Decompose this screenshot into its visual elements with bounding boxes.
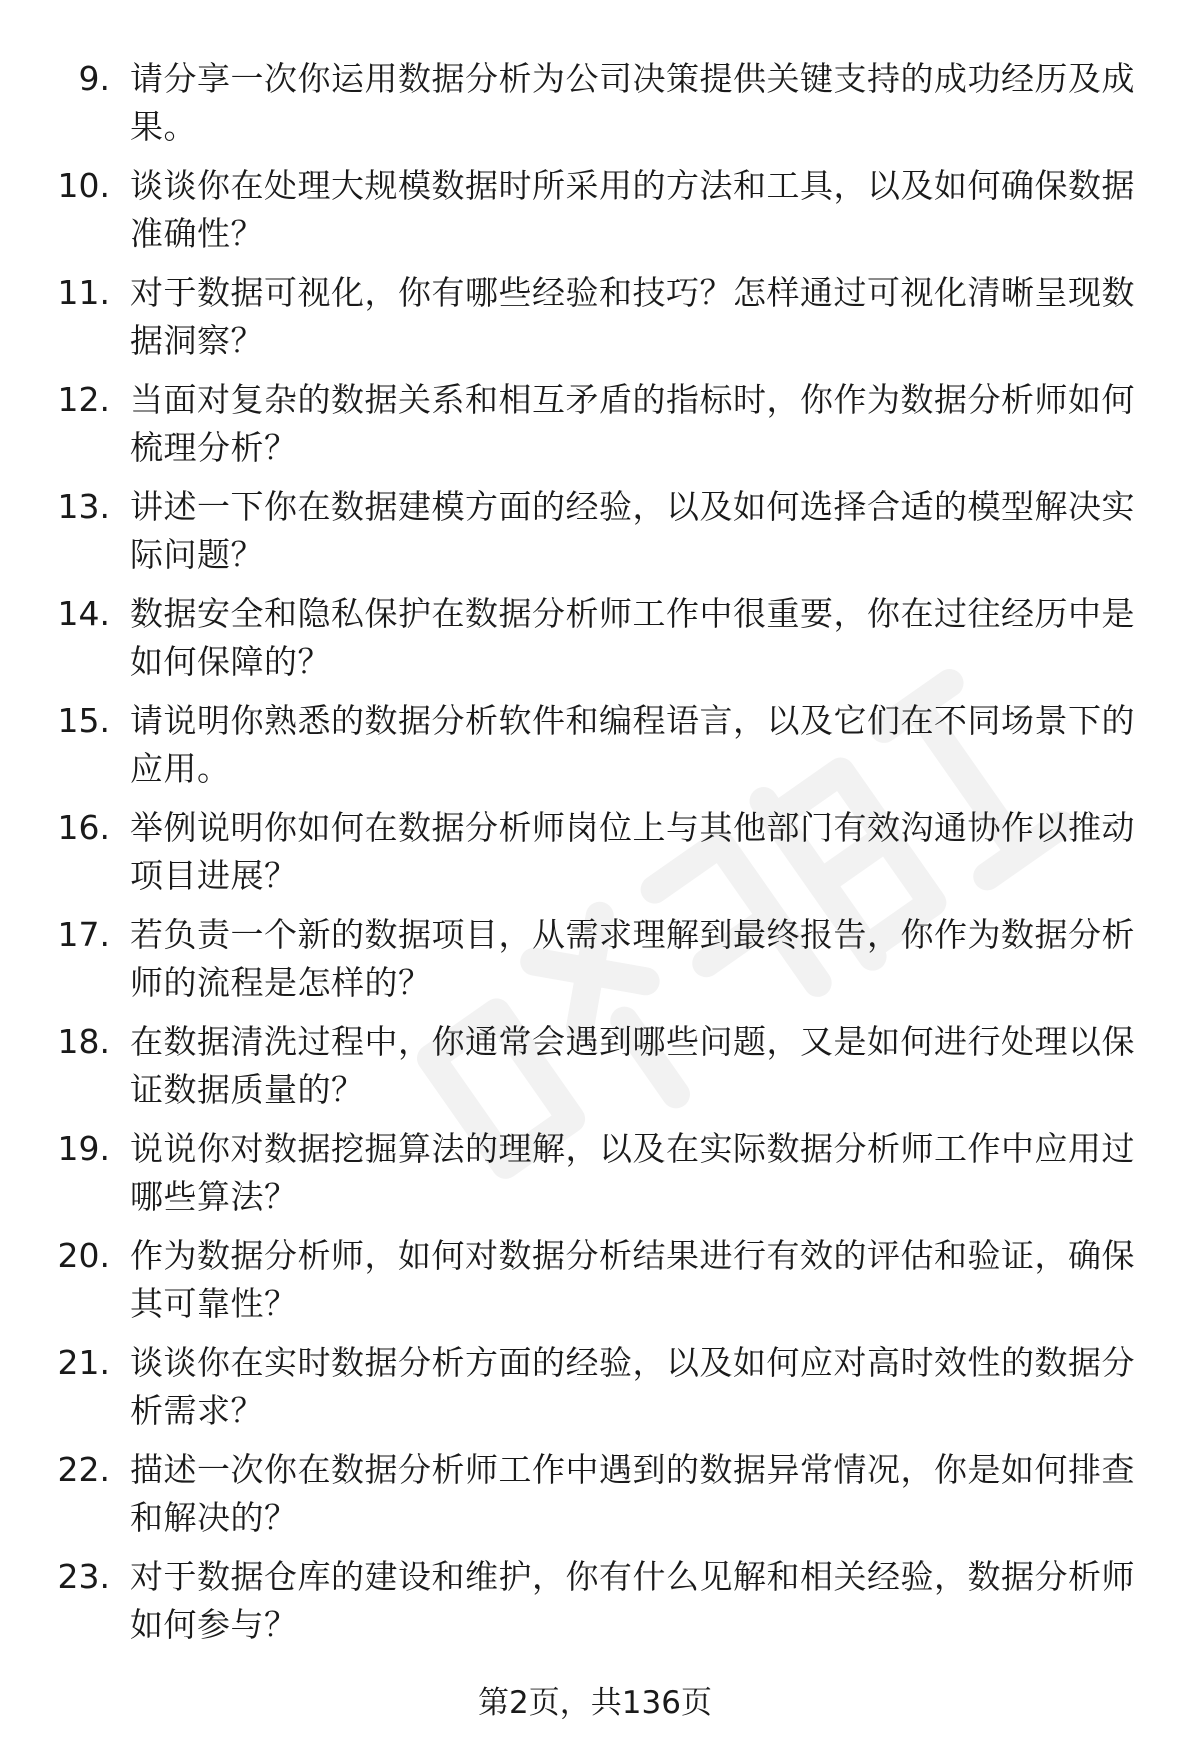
question-number: 21. <box>57 1343 110 1382</box>
question-number: 23. <box>57 1557 110 1596</box>
list-item <box>0 1125 1190 1232</box>
question-text: 若负责一个新的数据项目，从需求理解到最终报告，你作为数据分析师的流程是怎样的？ <box>130 915 1135 1002</box>
question-text: 对于数据仓库的建设和维护，你有什么见解和相关经验，数据分析师如何参与？ <box>130 1557 1135 1644</box>
question-text: 当面对复杂的数据关系和相互矛盾的指标时，你作为数据分析师如何梳理分析？ <box>130 380 1135 467</box>
question-text: 谈谈你在实时数据分析方面的经验，以及如何应对高时效性的数据分析需求？ <box>130 1343 1135 1430</box>
list-item <box>0 1232 1190 1339</box>
list-item <box>0 162 1190 269</box>
question-number: 16. <box>57 808 110 847</box>
question-text: 讲述一下你在数据建模方面的经验，以及如何选择合适的模型解决实际问题？ <box>130 487 1135 574</box>
question-text: 举例说明你如何在数据分析师岗位上与其他部门有效沟通协作以推动项目进展？ <box>130 808 1135 895</box>
list-item <box>0 376 1190 483</box>
question-text: 请分享一次你运用数据分析为公司决策提供关键支持的成功经历及成果。 <box>130 59 1135 146</box>
question-number: 19. <box>57 1129 110 1168</box>
question-number: 18. <box>57 1022 110 1061</box>
question-list <box>0 55 1190 1660</box>
list-item <box>0 55 1190 162</box>
question-number: 14. <box>57 594 110 633</box>
question-text: 请说明你熟悉的数据分析软件和编程语言，以及它们在不同场景下的应用。 <box>130 701 1135 788</box>
list-item <box>0 1339 1190 1446</box>
question-text: 数据安全和隐私保护在数据分析师工作中很重要，你在过往经历中是如何保障的？ <box>130 594 1135 681</box>
list-item <box>0 911 1190 1018</box>
list-item <box>0 590 1190 697</box>
list-item <box>0 804 1190 911</box>
question-text: 说说你对数据挖掘算法的理解，以及在实际数据分析师工作中应用过哪些算法？ <box>130 1129 1135 1216</box>
question-number: 17. <box>57 915 110 954</box>
question-number: 13. <box>57 487 110 526</box>
question-text: 在数据清洗过程中，你通常会遇到哪些问题，又是如何进行处理以保证数据质量的？ <box>130 1022 1135 1109</box>
list-item <box>0 483 1190 590</box>
question-number: 20. <box>57 1236 110 1275</box>
question-number: 10. <box>57 166 110 205</box>
question-text: 作为数据分析师，如何对数据分析结果进行有效的评估和验证，确保其可靠性？ <box>130 1236 1135 1323</box>
question-number: 11. <box>57 273 110 312</box>
question-text: 描述一次你在数据分析师工作中遇到的数据异常情况，你是如何排查和解决的？ <box>130 1450 1135 1537</box>
list-item <box>0 1446 1190 1553</box>
page-footer: 第2页，共136页 <box>478 1685 712 1721</box>
question-number: 15. <box>57 701 110 740</box>
list-item <box>0 697 1190 804</box>
question-text: 谈谈你在处理大规模数据时所采用的方法和工具，以及如何确保数据准确性？ <box>130 166 1135 253</box>
list-item <box>0 1553 1190 1660</box>
question-text: 对于数据可视化，你有哪些经验和技巧？怎样通过可视化清晰呈现数据洞察？ <box>130 273 1135 360</box>
question-number: 22. <box>57 1450 110 1489</box>
list-item <box>0 1018 1190 1125</box>
question-number: 9. <box>78 59 110 98</box>
question-number: 12. <box>57 380 110 419</box>
list-item <box>0 269 1190 376</box>
